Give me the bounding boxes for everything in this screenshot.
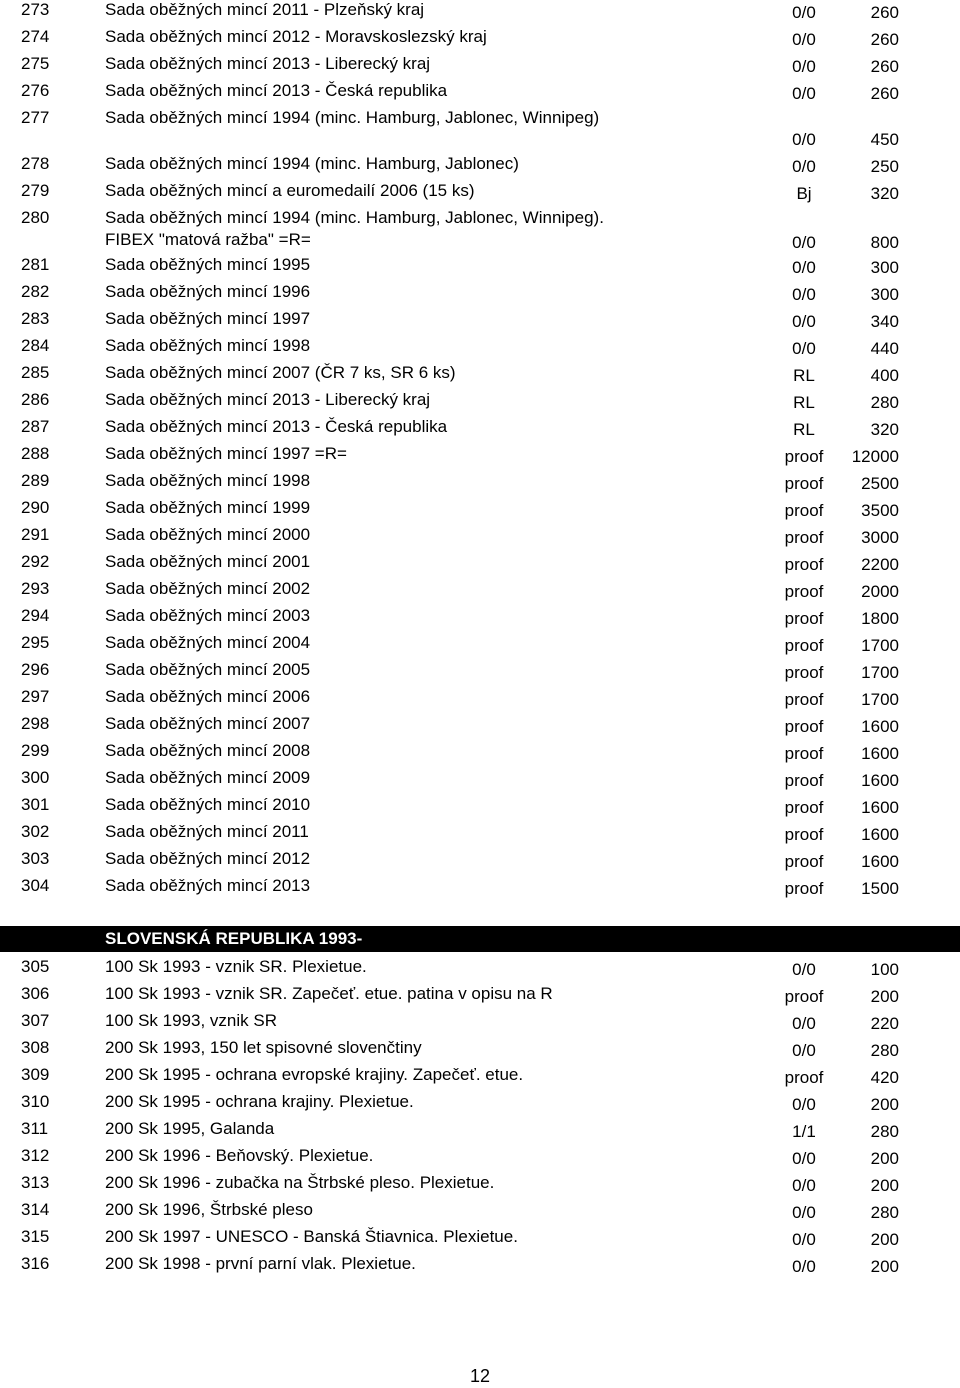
item-condition: proof: [784, 582, 824, 601]
item-price: 2000: [861, 582, 899, 601]
item-number: 276: [21, 81, 50, 100]
item-condition: proof: [784, 636, 824, 655]
item-description: 200 Sk 1998 - první parní vlak. Plexietue.: [105, 1254, 416, 1273]
item-condition: 0/0: [792, 1095, 816, 1114]
item-number: 310: [21, 1092, 50, 1111]
item-price: 200: [870, 1257, 899, 1276]
item-condition: 0/0: [792, 1176, 816, 1195]
item-price: 1700: [861, 663, 899, 682]
item-number: 284: [21, 336, 50, 355]
list-item: [0, 1092, 960, 1119]
item-condition: 0/0: [792, 1230, 816, 1249]
item-description: Sada oběžných mincí 2006: [105, 687, 311, 706]
list-item: [0, 1011, 960, 1038]
item-price: 280: [870, 1203, 899, 1222]
item-condition: 0/0: [792, 258, 816, 277]
list-item: [0, 525, 960, 552]
item-number: 300: [21, 768, 50, 787]
item-description: 200 Sk 1996, Štrbské pleso: [105, 1200, 313, 1219]
item-price: 2200: [861, 555, 899, 574]
list-item: [0, 633, 960, 660]
item-description: 200 Sk 1995 - ochrana krajiny. Plexietue.: [105, 1092, 414, 1111]
list-item: [0, 208, 960, 252]
item-description: Sada oběžných mincí 2013 - Liberecký kraj: [105, 390, 431, 409]
item-description: Sada oběžných mincí 2001: [105, 552, 311, 571]
item-price: 200: [870, 1230, 899, 1249]
item-price: 2500: [861, 474, 899, 493]
item-description: Sada oběžných mincí 1998: [105, 336, 311, 355]
item-price: 400: [870, 366, 899, 385]
item-condition: proof: [784, 609, 824, 628]
item-condition: 0/0: [792, 1149, 816, 1168]
list-item: [0, 984, 960, 1011]
item-description: Sada oběžných mincí 2011: [105, 822, 309, 841]
list-item: [0, 714, 960, 741]
item-number: 307: [21, 1011, 50, 1030]
item-description: Sada oběžných mincí 2013: [105, 876, 311, 895]
item-price: 1700: [861, 690, 899, 709]
item-description: 100 Sk 1993 - vznik SR. Plexietue.: [105, 957, 367, 976]
item-price: 3500: [861, 501, 899, 520]
item-number: 291: [21, 525, 50, 544]
list-item: [0, 363, 960, 390]
item-number: 299: [21, 741, 50, 760]
list-item: [0, 579, 960, 606]
item-price: 1600: [861, 717, 899, 736]
list-item: [0, 687, 960, 714]
list-item: [0, 417, 960, 444]
list-item: [0, 957, 960, 984]
item-price: 420: [870, 1068, 899, 1087]
item-price: 340: [870, 312, 899, 331]
item-number: 305: [21, 957, 50, 976]
list-item: [0, 54, 960, 81]
item-condition: proof: [784, 879, 824, 898]
item-condition: proof: [784, 771, 824, 790]
item-price: 260: [870, 84, 899, 103]
item-description: Sada oběžných mincí 2013 - Česká republika: [105, 81, 448, 100]
item-number: 294: [21, 606, 50, 625]
item-condition: 0/0: [792, 84, 816, 103]
list-item: [0, 154, 960, 181]
item-description: Sada oběžných mincí 1994 (minc. Hamburg, Jablonec, Winnipeg): [105, 108, 600, 127]
item-price: 200: [870, 1095, 899, 1114]
item-number: 277: [21, 108, 50, 127]
list-item: [0, 741, 960, 768]
item-number: 308: [21, 1038, 50, 1057]
item-price: 1600: [861, 825, 899, 844]
list-item: [0, 282, 960, 309]
item-description: Sada oběžných mincí 1996: [105, 282, 311, 301]
item-number: 289: [21, 471, 50, 490]
item-number: 316: [21, 1254, 50, 1273]
list-item: [0, 0, 960, 27]
item-price: 220: [870, 1014, 899, 1033]
item-condition: 0/0: [792, 130, 816, 149]
item-number: 302: [21, 822, 50, 841]
item-description: Sada oběžných mincí a euromedailí 2006 (15 ks): [105, 181, 475, 200]
item-condition: 0/0: [792, 960, 816, 979]
list-item: [0, 108, 960, 149]
item-number: 312: [21, 1146, 50, 1165]
list-item: [0, 181, 960, 208]
item-price: 300: [870, 285, 899, 304]
item-description: Sada oběžných mincí 1994 (minc. Hamburg, Jablonec, Winnipeg).: [105, 208, 604, 227]
section-title: SLOVENSKÁ REPUBLIKA 1993-: [105, 929, 363, 948]
item-price: 200: [870, 987, 899, 1006]
item-description: 100 Sk 1993 - vznik SR. Zapečeť. etue. patina v opisu na R: [105, 984, 553, 1003]
item-description: Sada oběžných mincí 2004: [105, 633, 311, 652]
item-condition: proof: [784, 987, 824, 1006]
item-description: Sada oběžných mincí 1999: [105, 498, 311, 517]
list-item: [0, 1254, 960, 1281]
item-description: Sada oběžných mincí 2010: [105, 795, 311, 814]
list-item: [0, 444, 960, 471]
item-number: 273: [21, 0, 50, 19]
item-condition: proof: [784, 474, 824, 493]
item-number: 280: [21, 208, 50, 227]
list-item: [0, 471, 960, 498]
item-description: Sada oběžných mincí 2000: [105, 525, 311, 544]
item-description: 200 Sk 1995, Galanda: [105, 1119, 275, 1138]
item-price: 260: [870, 3, 899, 22]
item-condition: 0/0: [792, 57, 816, 76]
item-condition: proof: [784, 447, 824, 466]
list-item: [0, 606, 960, 633]
item-number: 292: [21, 552, 50, 571]
list-item: [0, 309, 960, 336]
item-description: Sada oběžných mincí 1994 (minc. Hamburg, Jablonec): [105, 154, 519, 173]
item-number: 282: [21, 282, 50, 301]
item-condition: proof: [784, 852, 824, 871]
item-condition: 0/0: [792, 285, 816, 304]
list-item: [0, 1065, 960, 1092]
item-price: 1600: [861, 852, 899, 871]
item-price: 3000: [861, 528, 899, 547]
list-item: [0, 390, 960, 417]
item-condition: 0/0: [792, 30, 816, 49]
item-number: 279: [21, 181, 50, 200]
item-price: 260: [870, 57, 899, 76]
item-condition: 0/0: [792, 3, 816, 22]
item-description: Sada oběžných mincí 2008: [105, 741, 311, 760]
item-description: Sada oběžných mincí 2007 (ČR 7 ks, SR 6 ks): [105, 363, 456, 382]
page-number: 12: [469, 1366, 491, 1386]
list-item: [0, 1200, 960, 1227]
item-price: 1600: [861, 744, 899, 763]
item-price: 100: [870, 960, 899, 979]
item-number: 313: [21, 1173, 50, 1192]
list-item: [0, 768, 960, 795]
item-condition: proof: [784, 690, 824, 709]
item-price: 1700: [861, 636, 899, 655]
list-item: [0, 1119, 960, 1146]
list-item: [0, 876, 960, 903]
item-number: 283: [21, 309, 50, 328]
item-price: 320: [870, 184, 899, 203]
item-condition: proof: [784, 1068, 824, 1087]
item-number: 288: [21, 444, 50, 463]
item-number: 301: [21, 795, 50, 814]
item-number: 287: [21, 417, 50, 436]
item-number: 311: [21, 1119, 49, 1138]
item-price: 800: [870, 233, 899, 252]
item-number: 296: [21, 660, 50, 679]
item-description: Sada oběžných mincí 1997 =R=: [105, 444, 347, 463]
item-number: 306: [21, 984, 50, 1003]
item-condition: RL: [793, 420, 815, 439]
item-description: 100 Sk 1993, vznik SR: [105, 1011, 277, 1030]
list-item: [0, 1038, 960, 1065]
item-description: Sada oběžných mincí 2012 - Moravskoslezský kraj: [105, 27, 487, 46]
item-number: 309: [21, 1065, 50, 1084]
item-price: 260: [870, 30, 899, 49]
item-price: 280: [870, 1122, 899, 1141]
item-price: 1500: [861, 879, 899, 898]
item-condition: 0/0: [792, 1257, 816, 1276]
list-item: [0, 336, 960, 363]
item-number: 303: [21, 849, 50, 868]
item-description: 200 Sk 1997 - UNESCO - Banská Štiavnica. Plexietue.: [105, 1227, 518, 1246]
item-description: 200 Sk 1996 - Beňovský. Plexietue.: [105, 1146, 374, 1165]
item-condition: proof: [784, 798, 824, 817]
item-number: 285: [21, 363, 50, 382]
item-price: 280: [870, 393, 899, 412]
item-condition: 0/0: [792, 312, 816, 331]
item-price: 280: [870, 1041, 899, 1060]
item-number: 295: [21, 633, 50, 652]
list-item: [0, 822, 960, 849]
list-item: [0, 81, 960, 108]
item-condition: Bj: [796, 184, 812, 203]
list-item: [0, 255, 960, 282]
item-price: 1800: [861, 609, 899, 628]
item-number: 298: [21, 714, 50, 733]
item-description: 200 Sk 1993, 150 let spisovné slovenčtiny: [105, 1038, 422, 1057]
item-description: Sada oběžných mincí 2002: [105, 579, 311, 598]
item-number: 275: [21, 54, 50, 73]
list-item: [0, 1173, 960, 1200]
item-description: Sada oběžných mincí 2009: [105, 768, 311, 787]
item-description: Sada oběžných mincí 2011 - Plzeňský kraj: [105, 0, 425, 19]
item-condition: 0/0: [792, 1014, 816, 1033]
item-condition: 0/0: [792, 1041, 816, 1060]
item-description: Sada oběžných mincí 2012: [105, 849, 311, 868]
item-description: Sada oběžných mincí 2003: [105, 606, 311, 625]
item-description-continued: FIBEX "matová ražba" =R=: [105, 230, 311, 249]
item-price: 320: [870, 420, 899, 439]
item-description: 200 Sk 1996 - zubačka na Štrbské pleso. Plexietue.: [105, 1173, 495, 1192]
item-number: 274: [21, 27, 50, 46]
item-price: 1600: [861, 798, 899, 817]
item-condition: proof: [784, 717, 824, 736]
item-price: 200: [870, 1176, 899, 1195]
item-condition: 0/0: [792, 233, 816, 252]
item-condition: 0/0: [792, 339, 816, 358]
item-description: 200 Sk 1995 - ochrana evropské krajiny. Zapečeť. etue.: [105, 1065, 524, 1084]
item-number: 304: [21, 876, 50, 895]
item-price: 440: [870, 339, 899, 358]
item-description: Sada oběžných mincí 2005: [105, 660, 311, 679]
item-description: Sada oběžných mincí 2007: [105, 714, 311, 733]
list-item: [0, 660, 960, 687]
item-condition: proof: [784, 825, 824, 844]
item-condition: proof: [784, 663, 824, 682]
list-item: [0, 1227, 960, 1254]
item-number: 281: [21, 255, 50, 274]
item-price: 300: [870, 258, 899, 277]
item-price: 200: [870, 1149, 899, 1168]
item-description: Sada oběžných mincí 2013 - Česká republika: [105, 417, 448, 436]
item-number: 314: [21, 1200, 50, 1219]
list-item: [0, 27, 960, 54]
item-condition: proof: [784, 528, 824, 547]
item-description: Sada oběžných mincí 1995: [105, 255, 311, 274]
item-description: Sada oběžných mincí 1998: [105, 471, 311, 490]
item-number: 290: [21, 498, 50, 517]
item-condition: 0/0: [792, 1203, 816, 1222]
item-condition: 1/1: [792, 1122, 816, 1141]
item-condition: 0/0: [792, 157, 816, 176]
item-number: 286: [21, 390, 50, 409]
list-item: [0, 498, 960, 525]
list-item: [0, 849, 960, 876]
list-item: [0, 552, 960, 579]
item-condition: RL: [793, 366, 815, 385]
item-number: 293: [21, 579, 50, 598]
list-item: [0, 795, 960, 822]
item-description: Sada oběžných mincí 1997: [105, 309, 311, 328]
item-condition: RL: [793, 393, 815, 412]
item-number: 297: [21, 687, 50, 706]
item-condition: proof: [784, 744, 824, 763]
item-description: Sada oběžných mincí 2013 - Liberecký kraj: [105, 54, 431, 73]
item-condition: proof: [784, 501, 824, 520]
item-number: 315: [21, 1227, 50, 1246]
item-price: 450: [870, 130, 899, 149]
list-item: [0, 1146, 960, 1173]
item-number: 278: [21, 154, 50, 173]
item-condition: proof: [784, 555, 824, 574]
item-price: 12000: [851, 447, 899, 466]
item-price: 250: [870, 157, 899, 176]
item-price: 1600: [861, 771, 899, 790]
